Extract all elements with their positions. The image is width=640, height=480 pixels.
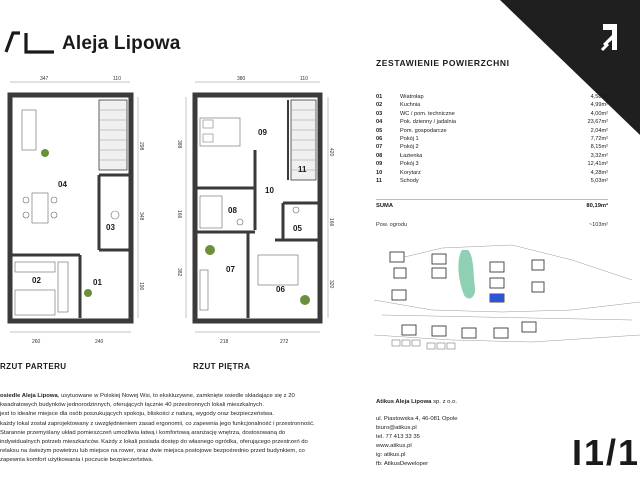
company-suffix: sp. z o.o. xyxy=(431,399,457,405)
first-dim-top-2: 110 xyxy=(300,76,308,82)
area-row: 04 Pok. dzienny / jadalnia 23,67m² xyxy=(376,119,608,126)
site-map xyxy=(372,240,640,360)
description-line: jest to idealne miejsce dla osób poszukujących spokoju, bliskości z naturą, wygody oraz bezpieczeństwa. xyxy=(0,411,275,418)
ground-room-01: 01 xyxy=(93,278,102,287)
area-row: 06 Pokój 1 7,72m² xyxy=(376,136,608,143)
ground-dim-bottom-1: 260 xyxy=(32,339,41,345)
page-title: Aleja Lipowa xyxy=(62,33,181,54)
area-row: 11 Schody 5,03m² xyxy=(376,178,608,185)
first-dim-right-1: 420 xyxy=(328,148,334,157)
garden-area-value: ~103m² xyxy=(588,222,608,228)
aleja-lipowa-logo xyxy=(0,30,56,54)
ground-room-02: 02 xyxy=(32,276,41,285)
description-line: Starannie przemyślany układ pomieszczeń umożliwia łatwą i komfortową aranżację wnętrza, dostosowaną do xyxy=(0,429,286,436)
company-phone[interactable]: tel. 77 413 33 35 xyxy=(376,434,420,440)
first-room-07: 07 xyxy=(226,265,235,274)
area-row: 09 Pokój 3 12,41m² xyxy=(376,161,608,168)
first-room-09: 09 xyxy=(258,128,267,137)
first-room-10: 10 xyxy=(265,186,274,195)
area-total-value: 80,19m² xyxy=(586,203,608,209)
garden-area-label: Pow. ogrodu xyxy=(376,222,408,228)
area-row: 01 Wiatrołap 4,58m² xyxy=(376,94,608,100)
ground-dim-top-2: 110 xyxy=(113,76,121,82)
company-website[interactable]: www.atikus.pl xyxy=(376,443,412,449)
description-line: kwadratowych budynków jednorodzinnych, oferujących łącznie 40 przestronnych lokali mieszkalnych. xyxy=(0,402,264,409)
first-dim-right-2: 166 xyxy=(328,218,334,227)
company-name: Atikus Aleja Lipowa xyxy=(376,399,432,405)
ground-room-03: 03 xyxy=(106,223,115,232)
ground-floor-label: RZUT PARTERU xyxy=(0,362,67,371)
garden-area xyxy=(376,222,608,228)
description-line: indywidualnych potrzeb mieszkańców. Każdy z lokali posiada dostęp do własnego ogródka, oferującego przestrzeń do xyxy=(0,439,308,446)
first-dim-bottom-1: 218 xyxy=(220,339,229,345)
ground-dim-right-2: 348 xyxy=(138,212,144,221)
first-dim-top-1: 380 xyxy=(237,76,246,82)
first-room-06: 06 xyxy=(276,285,285,294)
company-contact xyxy=(376,398,536,469)
ground-dim-right-1: 298 xyxy=(138,142,144,151)
highlighted-unit-marker xyxy=(490,294,504,302)
area-divider xyxy=(376,199,608,200)
unit-code: I1/1 xyxy=(571,432,640,473)
first-floor-plan xyxy=(176,76,334,345)
company-name-line xyxy=(376,398,536,407)
pond-icon xyxy=(458,250,475,299)
description-line: relaksu na świeżym powietrzu lub miejsce na rower, oraz dwie miejsca postojowe bezpośrednio przed budynkiem, co xyxy=(0,448,305,455)
description-line: osiedle Aleja Lipowa, usytuowane w Polskiej Nowej Wsi, to ekskluzywne, zamknięte osiedle składające się z 20 xyxy=(0,393,295,399)
area-row: 07 Pokój 2 8,15m² xyxy=(376,144,608,151)
area-row: 03 WC / pom. techniczne 4,00m² xyxy=(376,110,608,117)
area-row: 02 Kuchnia 4,99m² xyxy=(376,102,608,109)
first-dim-left-1: 388 xyxy=(176,140,182,149)
project-description xyxy=(0,392,350,466)
area-total-label: SUMA xyxy=(376,203,394,209)
area-summary-title: ZESTAWIENIE POWIERZCHNI xyxy=(376,58,510,68)
area-summary-table xyxy=(376,93,608,185)
first-dim-bottom-2: 272 xyxy=(280,339,289,345)
first-floor-label: RZUT PIĘTRA xyxy=(193,362,251,371)
ground-room-04: 04 xyxy=(58,180,67,189)
first-room-05: 05 xyxy=(293,224,302,233)
ground-dim-top-1: 347 xyxy=(40,76,49,82)
company-email[interactable]: biuro@atikus.pl xyxy=(376,425,417,431)
ground-floor-plan xyxy=(10,76,144,345)
area-row: 10 Korytarz 4,28m² xyxy=(376,169,608,176)
first-room-08: 08 xyxy=(228,206,237,215)
area-row: 05 Pom. gospodarcze 2,04m² xyxy=(376,127,608,134)
ground-dim-right-3: 190 xyxy=(138,282,144,291)
floor-plans xyxy=(0,70,340,370)
area-row: 08 Łazienka 3,32m² xyxy=(376,152,608,159)
area-total xyxy=(376,203,608,209)
description-line: każdy lokal został zaprojektowany z uwzględnieniem zasad ergonomii, co zapewnia jego funkcjonalność i przestronność. xyxy=(0,420,315,427)
company-facebook[interactable]: fb: AtikusDeweloper xyxy=(376,461,429,467)
ground-dim-bottom-2: 240 xyxy=(95,339,104,345)
first-dim-left-3: 382 xyxy=(176,268,182,277)
first-dim-right-3: 320 xyxy=(328,280,334,289)
company-instagram[interactable]: ig: atikus.pl xyxy=(376,452,406,458)
description-line: zapewnia komfort użytkowania i poczucie bezpieczeństwa. xyxy=(0,457,154,464)
company-address: ul. Piastowska 4, 46-081 Opole xyxy=(376,416,458,422)
first-room-11: 11 xyxy=(298,165,307,174)
first-dim-left-2: 166 xyxy=(176,210,182,219)
